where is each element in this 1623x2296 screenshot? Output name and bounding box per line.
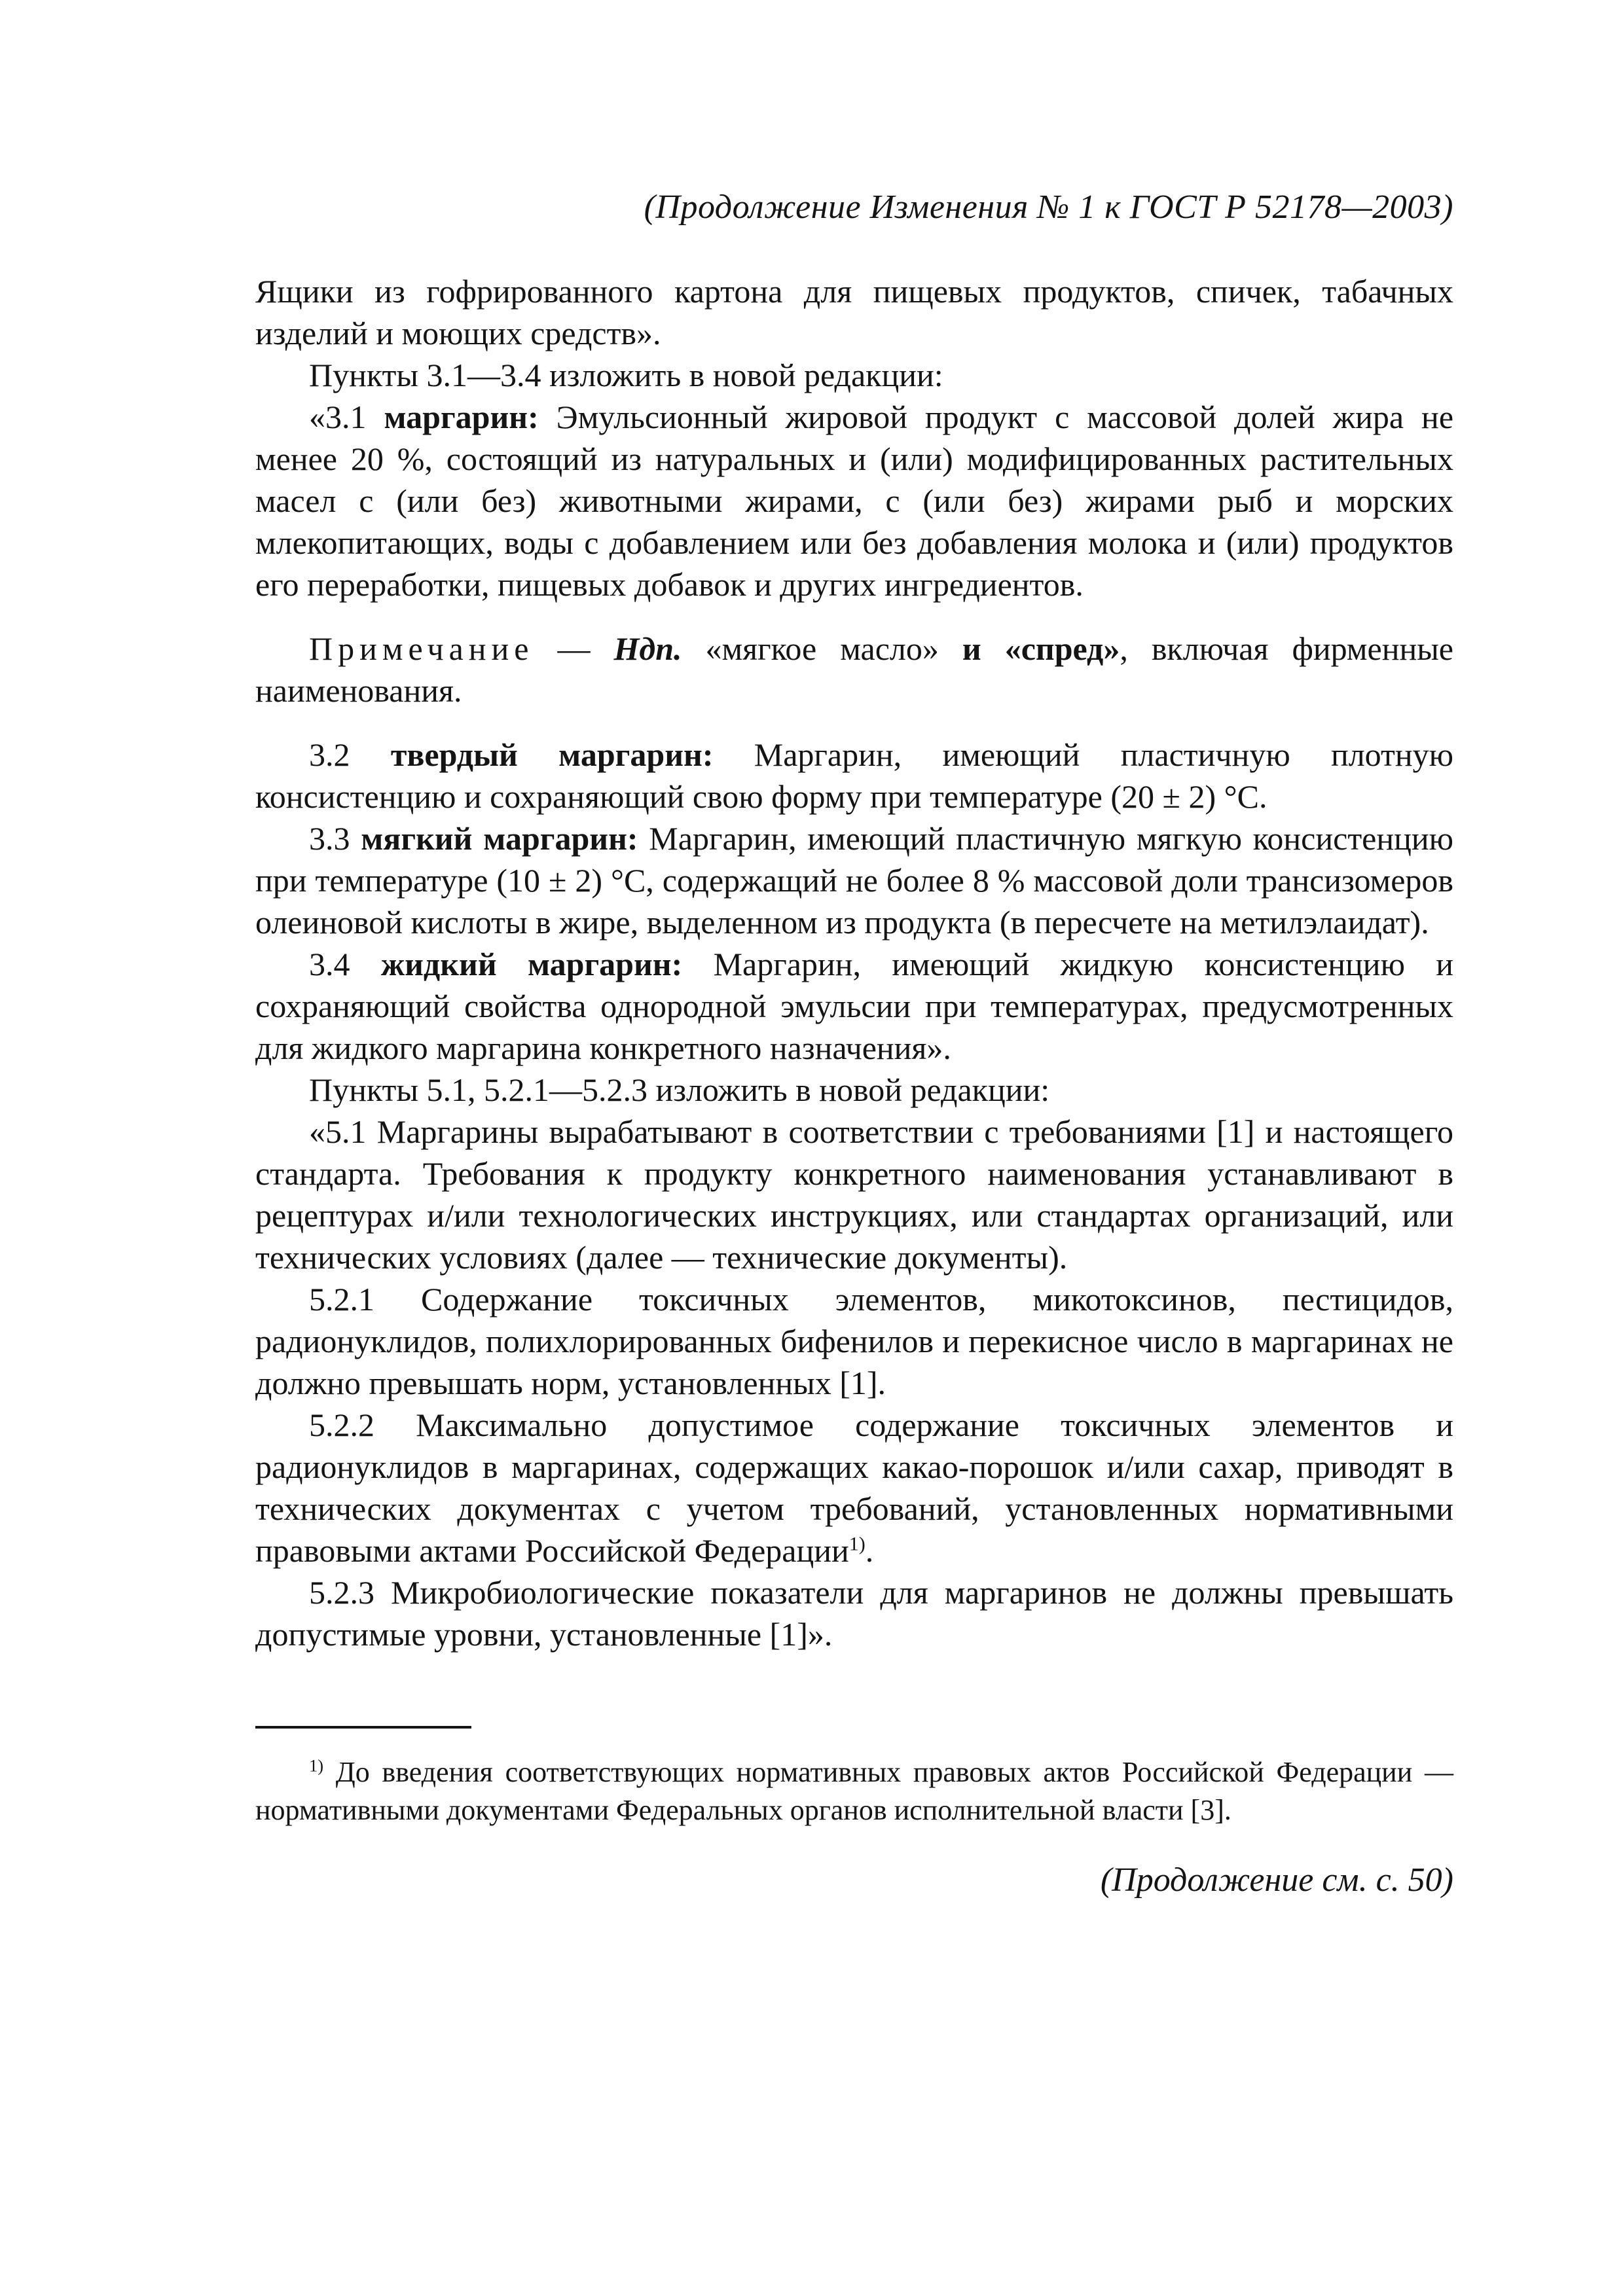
- continuation-note: (Продолжение см. с. 50): [1100, 1861, 1453, 1899]
- definition-text: Маргарин, имеющий пластичную мягкую консистенцию при температуре (10 ± 2) °С, содержащий не более 8 % массовой доли трансизомеров олеиновой кислоты в жире, выделенном из продукта (в пересчете на метилэлаидат).: [255, 820, 1453, 941]
- note-dash: —: [534, 630, 614, 667]
- definition-3-2: [255, 734, 1453, 817]
- note-rest: , включая фирменные наименования.: [255, 630, 1453, 709]
- footnote-text: До введения соответствующих нормативных правовых актов Российской Федерации — нормативными документами Федеральных органов исполнительной власти [3].: [255, 1756, 1453, 1826]
- definition-number: 3.3: [309, 820, 361, 857]
- footnote-reference: 1): [848, 1533, 866, 1555]
- clause-text: 5.2.2 Максимально допустимое содержание токсичных элементов и радионуклидов в маргаринах, содержащих какао-порошок и/или сахар, приводят в технических документах с учетом требований, установленных нормативными правовыми актами Российской Федерации: [255, 1407, 1453, 1569]
- definition-3-4: [255, 943, 1453, 1069]
- clause-5-1: «5.1 Маргарины вырабатывают в соответствии с требованиями [1] и настоящего стандарта. Требования к продукту конкретного наименования устанавливают в рецептурах и/или технологических инструкциях, или стандартах организаций, или технических условиях (далее — технические документы).: [255, 1113, 1453, 1276]
- definition-text: Эмульсионный жировой продукт с массовой долей жира не менее 20 %, состоящий из натуральных и (или) модифицированных растительных масел с (или без) животными жирами, с (или без) жирами рыб и морских млекопитающих, воды с добавлением или без добавления молока и (или) продуктов его переработки, пищевых добавок и других ингредиентов.: [255, 399, 1454, 603]
- page-header: (Продолжение Изменения № 1 к ГОСТ Р 52178—2003): [644, 188, 1453, 226]
- definition-term: жидкий маргарин:: [380, 946, 683, 982]
- paragraph-points-5: Пункты 5.1, 5.2.1—5.2.3 изложить в новой редакции:: [309, 1071, 1050, 1108]
- note-quote-2: «спред»: [1004, 630, 1120, 667]
- paragraph-points-3: Пункты 3.1—3.4 изложить в новой редакции:: [309, 357, 943, 393]
- note-quote-1: «мягкое масло»: [682, 630, 939, 667]
- definition-number: «3.1: [309, 399, 384, 435]
- definition-number: 3.4: [309, 946, 381, 982]
- footnote-marker: 1): [309, 1755, 323, 1776]
- footnote: [255, 1753, 1453, 1829]
- definition-text: Маргарин, имеющий пластичную плотную консистенцию и сохраняющий свою форму при температуре (20 ± 2) °С.: [255, 736, 1453, 815]
- clause-5-2-3: 5.2.3 Микробиологические показатели для маргаринов не должны превышать допустимые уровни, установленные [1]».: [255, 1574, 1453, 1653]
- definition-3-3: [255, 817, 1453, 943]
- definition-3-1: [255, 396, 1453, 605]
- definition-term: маргарин:: [384, 399, 539, 435]
- definition-number: 3.2: [309, 736, 391, 773]
- definition-text: Маргарин, имеющий жидкую консистенцию и сохраняющий свойства однородной эмульсии при температурах, предусмотренных для жидкого маргарина конкретного назначения».: [255, 946, 1454, 1066]
- document-page: [255, 187, 1453, 1901]
- clause-5-2-1: 5.2.1 Содержание токсичных элементов, микотоксинов, пестицидов, радионуклидов, полихлорированных бифенилов и перекисное число в маргаринах не должно превышать норм, установленных [1].: [255, 1281, 1453, 1401]
- note-label: Примечание: [309, 630, 534, 667]
- note-and: и: [938, 630, 1005, 667]
- definition-term: твердый маргарин:: [390, 736, 714, 773]
- clause-end: .: [865, 1532, 874, 1569]
- footnote-divider: [255, 1726, 471, 1729]
- definition-term: мягкий маргарин:: [361, 820, 638, 857]
- paragraph-boxes: Ящики из гофрированного картона для пищевых продуктов, спичек, табачных изделий и моющих средств».: [255, 273, 1453, 351]
- note-ndp: Ндп.: [613, 630, 682, 667]
- clause-5-2-2: [255, 1404, 1453, 1571]
- note-block: [255, 628, 1453, 711]
